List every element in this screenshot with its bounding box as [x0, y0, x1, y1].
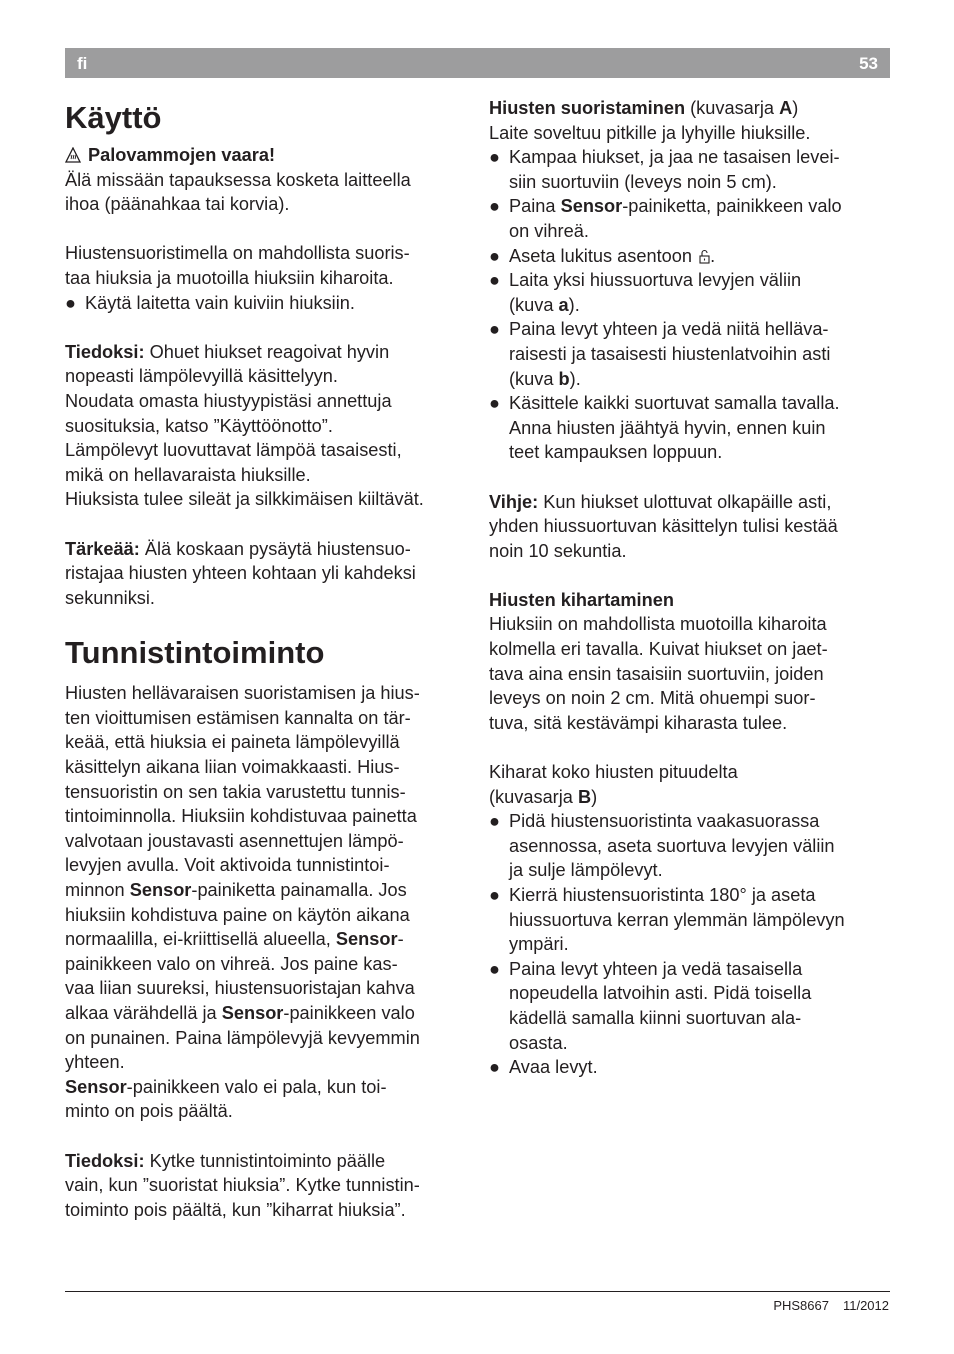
- sensor-term: Sensor: [560, 196, 623, 217]
- header-bar: [65, 48, 890, 78]
- warning-line-1: Älä missään tapauksessa kosketa laitteella: [65, 169, 411, 190]
- vihje-line: yhden hiussuortuvan käsittelyn tulisi kestää: [489, 516, 838, 537]
- bullet-icon: ●: [489, 811, 500, 832]
- language-code: fi: [77, 54, 88, 73]
- warning-triangle-icon: [65, 147, 81, 163]
- body-line: Hiusten hellävaraisen suoristamisen ja hius-: [65, 683, 420, 704]
- bullet-icon: ●: [489, 885, 500, 905]
- intro-line-2: taa hiuksia ja muotoilla hiuksiin kiharoita.: [65, 267, 394, 288]
- list-item: ● Käsittele kaikki suortuvat samalla tavalla. Anna hiusten jäähtyä hyvin, ennen kuin teet kampauksen loppuun.: [489, 393, 840, 463]
- suoristaminen-intro: Laite soveltuu pitkille ja lyhyille hiuksille.: [489, 122, 811, 143]
- right-column: [489, 96, 894, 1080]
- sensor-term: Sensor: [65, 1076, 127, 1097]
- body-line: on punainen. Paina lämpölevyjä kevyemmin: [65, 1027, 420, 1048]
- list-item: ● Kierrä hiustensuoristinta 180° ja aseta hiussuortuva kerran ylemmän lämpölevyn ympäri.: [489, 885, 845, 955]
- bullet-icon: ●: [489, 196, 500, 217]
- list-item: ● Paina levyt yhteen ja vedä tasaisella nopeudella latvoihin asti. Pidä toisella kädellä samalla kiinni suortuvan ala- osasta.: [489, 958, 812, 1053]
- list-item: ● Kampaa hiukset, ja jaa ne tasaisen levei- siin suortuviin (leveys noin 5 cm).: [489, 147, 840, 192]
- body-line: keää, että hiuksia ei paineta lämpölevyillä: [65, 732, 400, 753]
- left-column: [65, 96, 470, 1222]
- tiedoksi2-line-1: Tiedoksi: Kytke tunnistintoiminto päälle: [65, 1150, 386, 1171]
- list-item: ● Pidä hiustensuoristinta vaakasuorassa asennossa, aseta suortuva levyjen väliin ja sulje lämpölevyt.: [489, 811, 835, 881]
- warning-line-2: ihoa (päänahkaa tai korvia).: [65, 194, 290, 215]
- suoristaminen-heading: Hiusten suoristaminen (kuvasarja A): [489, 98, 799, 118]
- sensor-term: Sensor: [335, 929, 398, 950]
- body-line: hiuksiin kohdistuva paine on käytön aikana: [65, 904, 410, 925]
- body-line: käsittelyn aikana liian voimakkaasti. Hius-: [65, 757, 400, 778]
- warning-heading: [65, 143, 470, 168]
- list-item: ● Laita yksi hiussuortuva levyjen väliin (kuva a).: [489, 270, 802, 315]
- heading-tunnistintoiminto: Tunnistintoiminto: [65, 635, 325, 671]
- sensor-term: Sensor: [129, 880, 192, 901]
- body-line: alkaa värähdellä ja Sensor-painikkeen valo: [65, 1003, 415, 1023]
- tiedoksi-line: nopeasti lämpölevyillä käsittelyyn.: [65, 366, 338, 387]
- bullet-icon: ●: [489, 958, 500, 979]
- tiedoksi2-line: vain, kun ”suoristat hiuksia”. Kytke tunnistin-: [65, 1175, 420, 1196]
- list-item: ● Paina levyt yhteen ja vedä niitä hellävа- raisesti ja tasaisesti hiustenlatvoihin asti (kuva b).: [489, 319, 831, 389]
- bullet-icon: ●: [489, 270, 500, 291]
- body-line: tintoiminnolla. Hiuksiin kohdistuvaa painetta: [65, 806, 417, 827]
- heading-kaytto: Käyttö: [65, 100, 162, 135]
- tarkeaa-line: sekunniksi.: [65, 587, 155, 608]
- kiharat-line-1: Kiharat koko hiusten pituudelta: [489, 762, 738, 783]
- kihartaminen-line: tuva, sitä kestävämpi kiharasta tulee.: [489, 712, 788, 733]
- kiharat-line-2: (kuvasarja B): [489, 786, 598, 807]
- bullet-text: Käytä laitetta vain kuiviin hiuksiin.: [85, 292, 355, 313]
- list-item: ● Paina Sensor-painiketta, painikkeen valo on vihreä.: [489, 196, 842, 241]
- kihartaminen-heading: Hiusten kihartaminen: [489, 589, 674, 610]
- tiedoksi-line: Hiuksista tulee sileät ja silkkimäisen kiiltävät.: [65, 489, 424, 510]
- kihartaminen-line: leveys on noin 2 cm. Mitä ohuempi suor-: [489, 688, 816, 709]
- tiedoksi-line: Noudata omasta hiustyypistäsi annettuja: [65, 390, 392, 411]
- bullet-dry-hair: [65, 291, 470, 316]
- body-line: normaalilla, ei-kriittisellä alueella, Sensor-: [65, 929, 404, 950]
- kihartaminen-line: Hiuksiin on mahdollista muotoilla kiharoita: [489, 614, 827, 635]
- tiedoksi-label: Tiedoksi:: [65, 1150, 145, 1171]
- bullet-icon: ●: [489, 245, 500, 266]
- body-line: minnon Sensor-painiketta painamalla. Jos: [65, 880, 407, 901]
- vihje-label: Vihje:: [489, 491, 539, 512]
- tiedoksi-line: mikä on hellavaraista hiuksille.: [65, 464, 311, 485]
- sensor-term: Sensor: [221, 1003, 284, 1023]
- footer: [773, 1298, 889, 1313]
- list-item: ● Avaa levyt.: [489, 1055, 894, 1080]
- vihje-line-1: Vihje: Kun hiukset ulottuvat olkapäille asti,: [489, 491, 832, 512]
- bullet-icon: ●: [65, 292, 76, 313]
- body-line: ten vioittumisen estämisen kannalta on tär-: [65, 707, 411, 728]
- bullet-icon: ●: [489, 147, 500, 168]
- kihartaminen-line: tava aina ensin tasaisiin suortuviin, joiden: [489, 663, 824, 684]
- tiedoksi-line-1: Tiedoksi: Ohuet hiukset reagoivat hyvin: [65, 341, 390, 362]
- tarkeaa-line-1: Tärkeää: Älä koskaan pysäytä hiustensuo-: [65, 538, 411, 559]
- intro-line-1: Hiustensuoristimella on mahdollista suoris-: [65, 243, 410, 264]
- vihje-line: noin 10 sekuntia.: [489, 540, 627, 561]
- body-line: vaa liian suureksi, hiustensuoristajan kahva: [65, 978, 415, 999]
- body-line: tensuoristin on sen takia varustettu tunnis-: [65, 781, 406, 802]
- tiedoksi2-line: toiminto pois päältä, kun ”kiharrat hiuksia”.: [65, 1199, 406, 1220]
- page-number: 53: [859, 54, 878, 73]
- model-number: PHS8667: [773, 1298, 829, 1313]
- tarkeaa-label: Tärkeää:: [65, 538, 140, 559]
- tiedoksi-label: Tiedoksi:: [65, 341, 145, 362]
- bullet-icon: ●: [489, 393, 500, 414]
- print-date: 11/2012: [842, 1298, 889, 1313]
- warning-title: Palovammojen vaara!: [88, 145, 276, 165]
- tarkeaa-line: ristajaa hiusten yhteen kohtaan yli kahdeksi: [65, 563, 416, 584]
- tiedoksi-line: suosituksia, katso ”Käyttöönotto”.: [65, 415, 333, 436]
- bullet-icon: ●: [489, 1057, 500, 1078]
- footer-divider: [65, 1291, 890, 1292]
- unlocked-padlock-icon: [699, 249, 710, 264]
- body-line: Sensor-painikkeen valo ei pala, kun toi-: [65, 1076, 387, 1097]
- body-line: levyjen avulla. Voit aktivoida tunnistintoi-: [65, 855, 390, 876]
- body-line: valvotaan joustavasti asennettujen lämpö-: [65, 830, 404, 851]
- bullet-icon: ●: [489, 319, 500, 340]
- body-line: painikkeen valo on vihreä. Jos paine kas-: [65, 953, 398, 974]
- tiedoksi-line: Lämpölevyt luovuttavat lämpöä tasaisesti,: [65, 440, 402, 461]
- kihartaminen-line: kolmella eri tavalla. Kuivat hiukset on jaet-: [489, 639, 828, 660]
- list-item: ● Aseta lukitus asentoon .: [489, 244, 894, 269]
- body-line: minto on pois päältä.: [65, 1101, 233, 1122]
- body-line: yhteen.: [65, 1052, 125, 1073]
